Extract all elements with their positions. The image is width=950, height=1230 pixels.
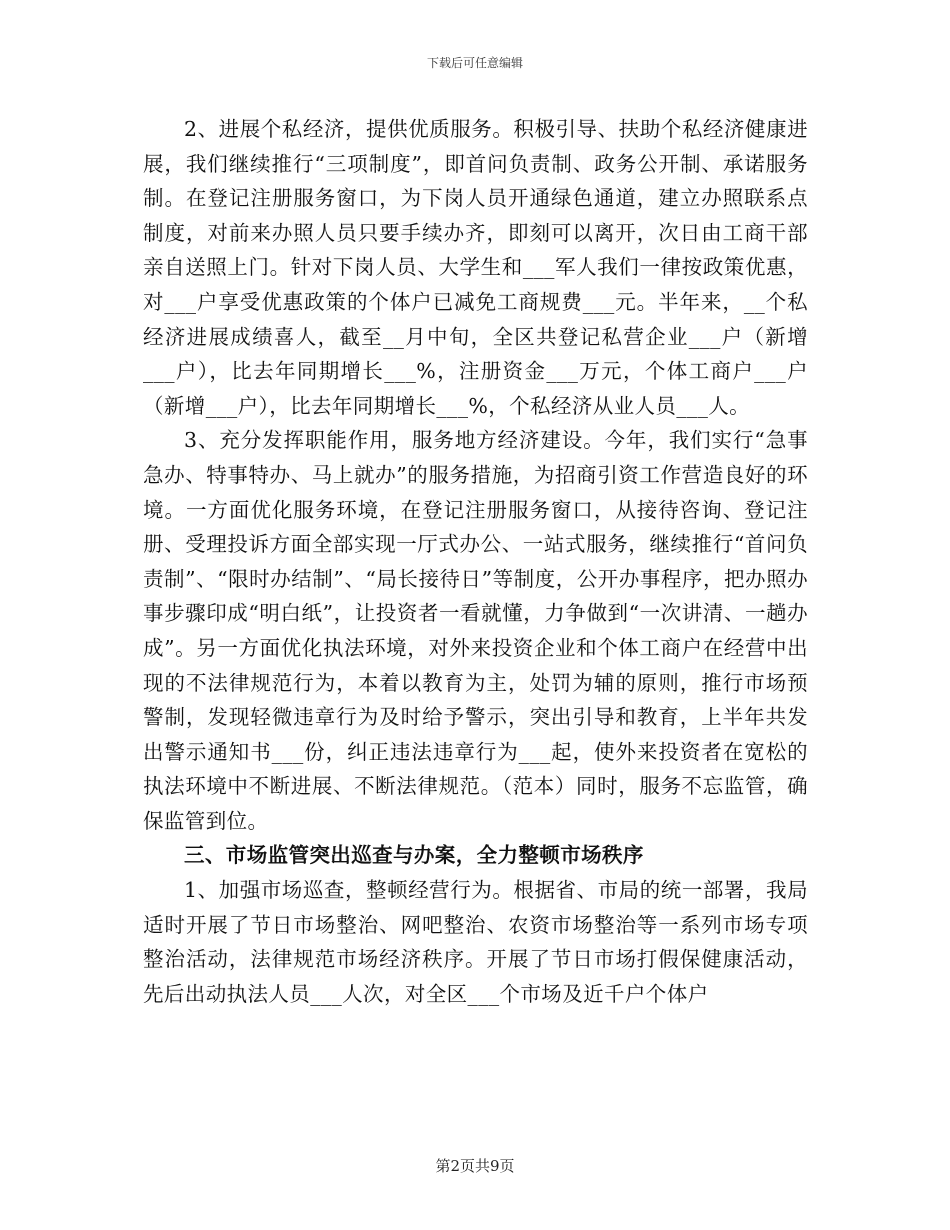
page-number-footer: 第2页共9页 (435, 1157, 515, 1175)
section-heading-market-supervision: 三、市场监管突出巡查与办案，全力整顿市场秩序 (184, 843, 644, 868)
paragraph-service-function: 3、充分发挥职能作用，服务地方经济建设。今年，我们实行“急事急办、特事特办、马上就办”的服务措施，为招商引资工作营造良好的环境。一方面优化服务环境，在登记注册服务窗口，从接待咨询、登记注册、受理投诉方面全部实现一厅式办公、一站式服务，继续推行“首问负责制”、“限时办结制”、“局长接待日”等制度，公开办事程序，把办照办事步骤印成“明白纸”，让投资者一看就懂，力争做到“一次讲清、一趟办成”。另一方面优化执法环境，对外来投资企业和个体工商户在经营中出现的不法律规范行为，本着以教育为主，处罚为辅的原则，推行市场预警制，发现轻微违章行为及时给予警示，突出引导和教育，上半年共发出警示通知书___份，纠正违法违章行为___起，使外来投资者在宽松的执法环境中不断进展、不断法律规范。（范本）同时，服务不忘监管，确保监管到位。 (143, 428, 808, 833)
document-body (143, 112, 808, 1011)
paragraph-market-inspection: 1、加强市场巡查，整顿经营行为。根据省、市局的统一部署，我局适时开展了节日市场整治、网吧整治、农资市场整治等一系列市场专项整治活动，法律规范市场经济秩序。开展了节日市场打假保健康活动，先后出动执法人员___人次，对全区___个市场及近千户个体户 (143, 878, 808, 1006)
paragraph-private-economy: 2、进展个私经济，提供优质服务。积极引导、扶助个私经济健康进展，我们继续推行“三项制度”，即首问负责制、政务公开制、承诺服务制。在登记注册服务窗口，为下岗人员开通绿色通道，建立办照联系点制度，对前来办照人员只要手续办齐，即刻可以离开，次日由工商干部亲自送照上门。针对下岗人员、大学生和___军人我们一律按政策优惠，对___户享受优惠政策的个体户已减免工商规费___元。半年来，__个私经济进展成绩喜人，截至__月中旬，全区共登记私营企业___户（新增___户），比去年同期增长___%，注册资金___万元，个体工商户___户（新增___户），比去年同期增长___%，个私经济从业人员___人。 (143, 117, 808, 418)
page-header-note: 下载后可任意编辑 (426, 56, 523, 70)
